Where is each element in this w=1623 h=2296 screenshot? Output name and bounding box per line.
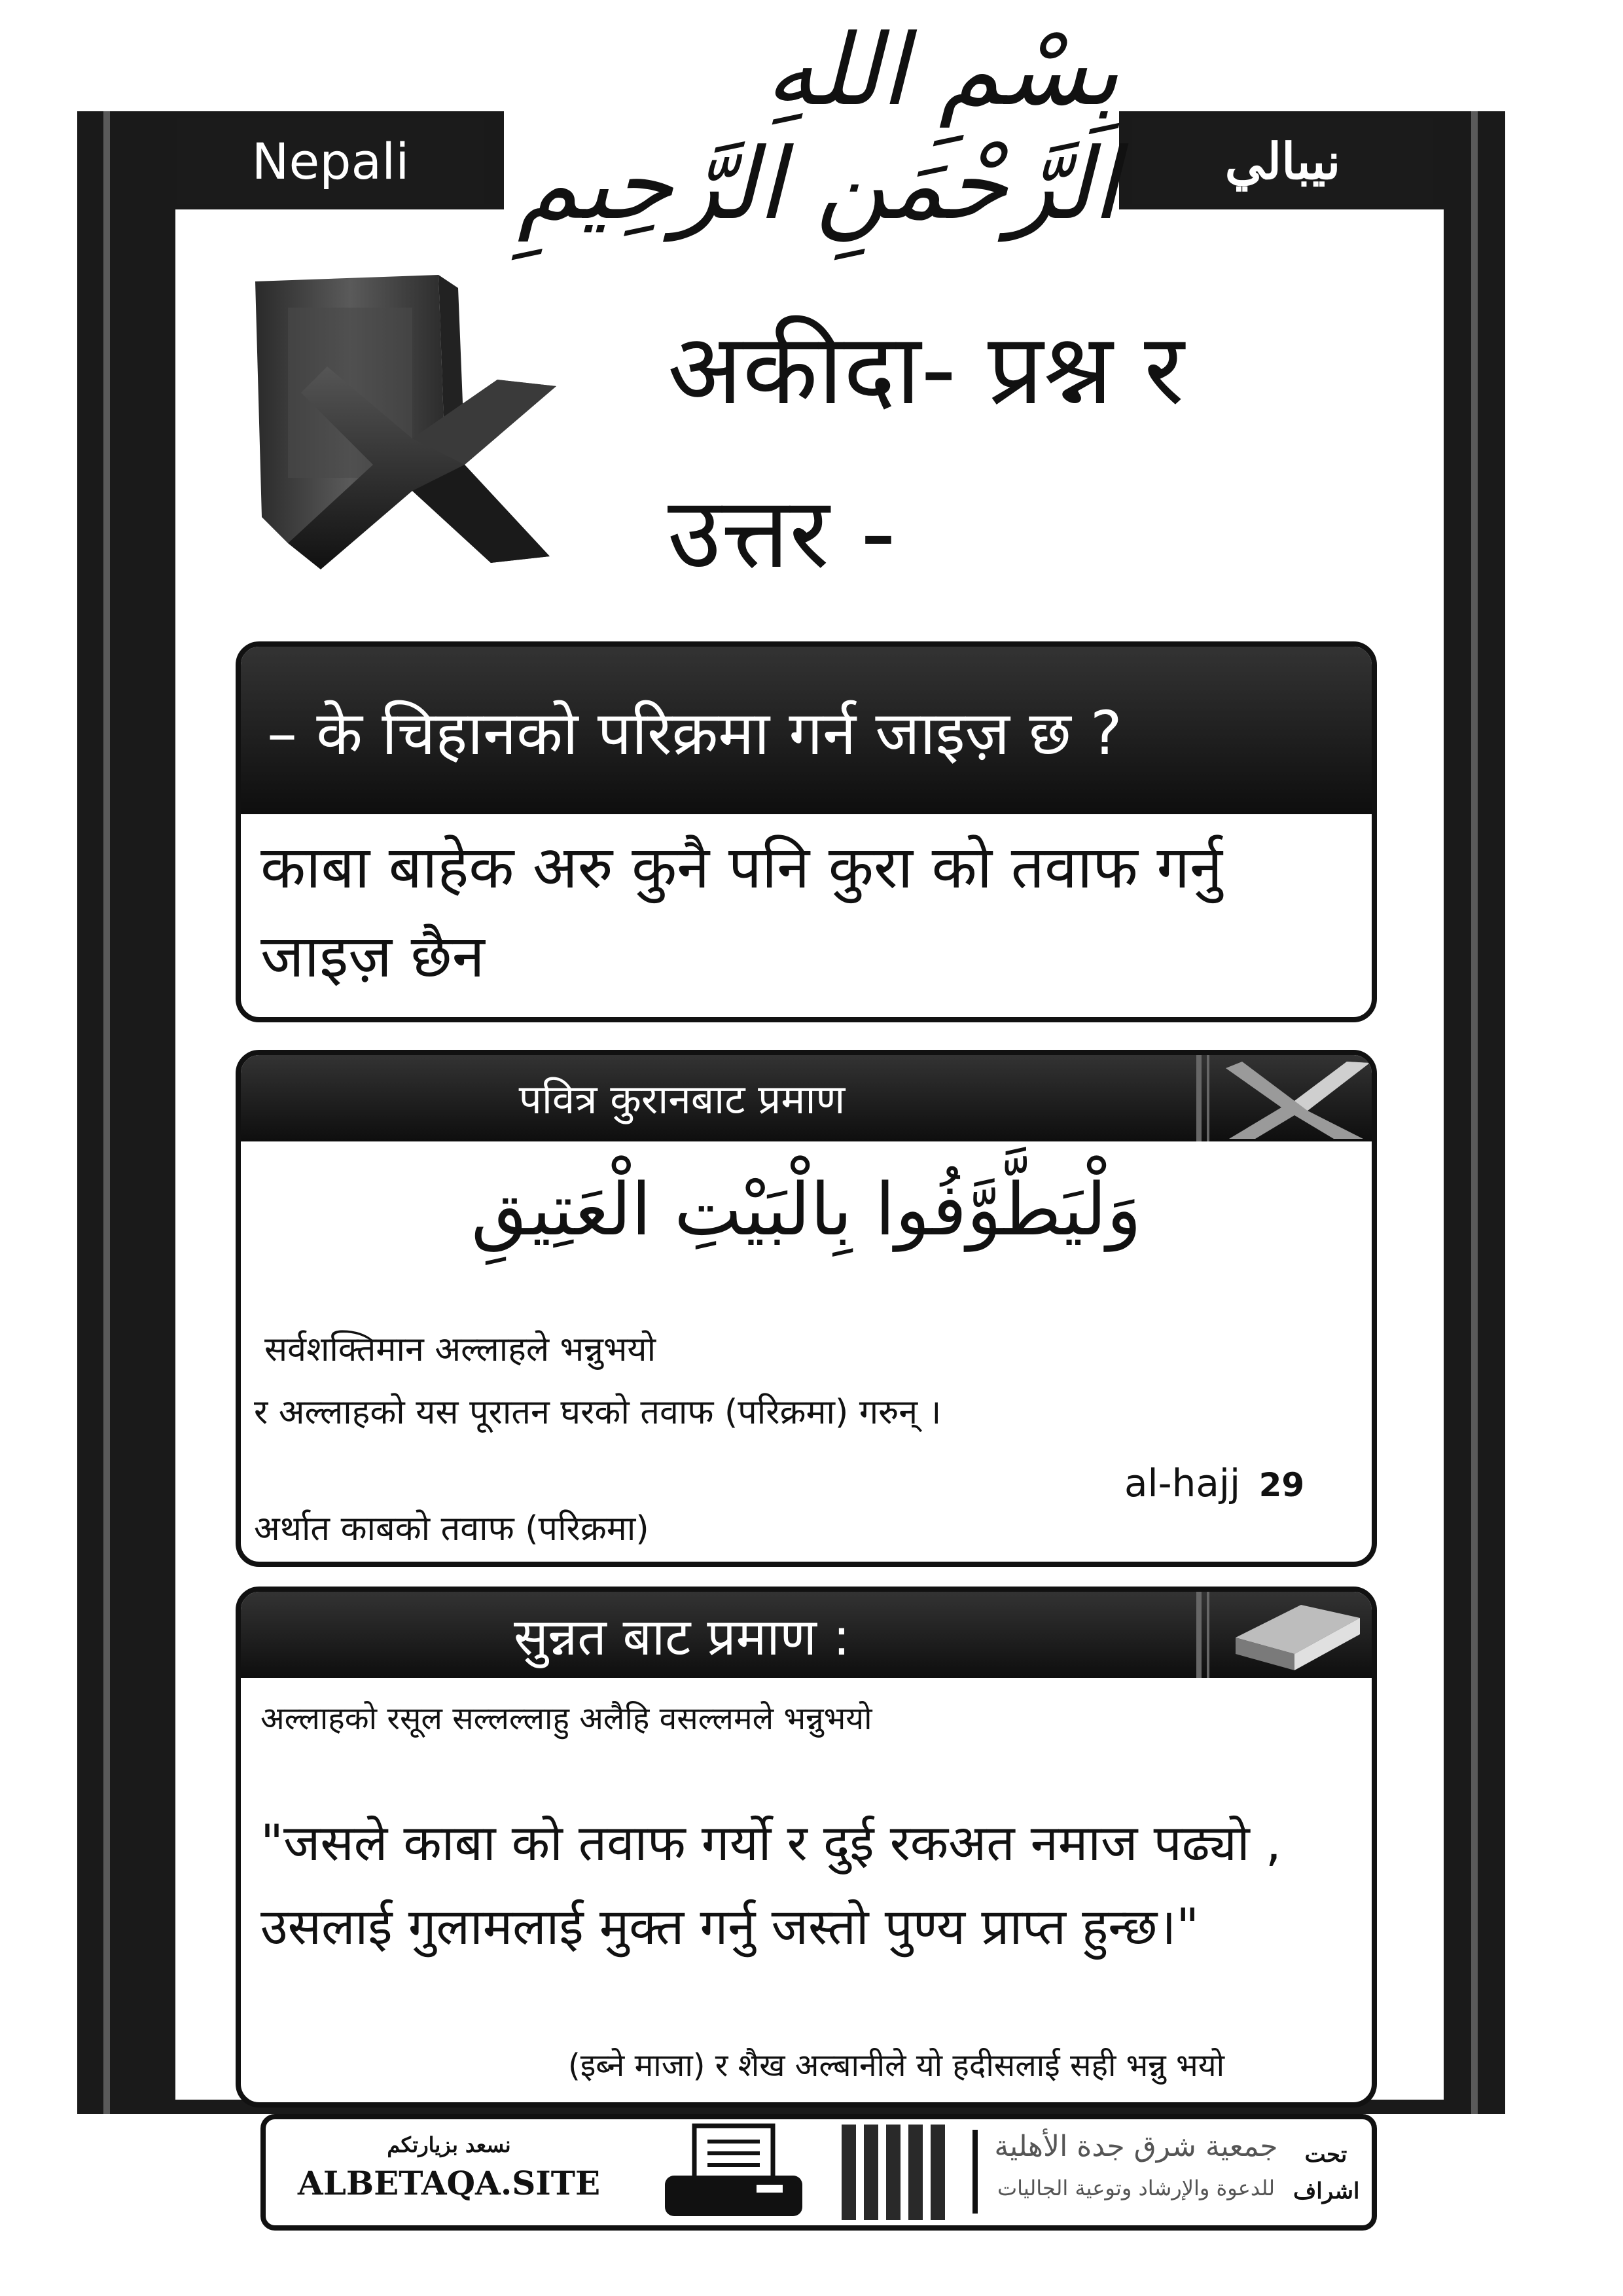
- frame-stripe-left: [103, 111, 110, 2114]
- frame-stripe-right: [1471, 111, 1478, 2114]
- title-line-2: उत्तर -: [668, 476, 897, 590]
- header-divider: [1207, 1055, 1209, 1141]
- quran-reference: [1124, 1461, 1304, 1505]
- book-stand-icon: [249, 268, 576, 583]
- dawah-logo: [842, 2125, 953, 2220]
- quran-intro: सर्वशक्तिमान अल्लाहले भन्नुभयो: [264, 1330, 656, 1369]
- site-link[interactable]: ALBETAQA.SITE: [297, 2164, 601, 2202]
- hadith-line-2: उसलाई गुलामलाई मुक्त गर्नु जस्तो पुण्य प्राप्त हुन्छ।": [260, 1897, 1200, 1956]
- hadith-source: (इब्ने माजा) र शैख अल्बानीले यो हदीसलाई सही भन्नु भयो: [568, 2047, 1225, 2084]
- header-divider: [1196, 1592, 1202, 1678]
- language-label-arabic: نيبالي: [1132, 118, 1433, 204]
- question-panel: [236, 641, 1377, 1022]
- supervision-label: تحت اشراف: [1293, 2142, 1360, 2204]
- header-divider: [1207, 1592, 1209, 1678]
- quran-evidence-panel: [236, 1050, 1377, 1567]
- quran-verse-arabic: وَلْيَطَّوَّفُوا بِالْبَيْتِ الْعَتِيقِ: [471, 1168, 1142, 1251]
- sunnah-section-header: [241, 1592, 1372, 1678]
- bismillah-text: بِسْمِ اللهِ الرَّحْمَنِ الرَّحِيمِ: [517, 14, 1119, 242]
- hadith-line-1: "जसले काबा को तवाफ गर्यो र दुई रकअत नमाज पढ्यो ,: [260, 1814, 1281, 1872]
- sunnah-section-title: सुन्नत बाट प्रमाण :: [514, 1608, 850, 1667]
- quran-translation: र अल्लाहको यस पूरातन घरको तवाफ (परिक्रमा) गरुन् ।: [254, 1393, 942, 1432]
- sunnah-evidence-panel: [236, 1587, 1377, 2108]
- language-label-english: Nepali: [177, 118, 484, 204]
- surah-name: al-hajj: [1124, 1461, 1241, 1505]
- quran-explanation: अर्थात काबको तवाफ (परिक्रमा): [254, 1509, 649, 1549]
- book-stand-icon: [1222, 1055, 1373, 1141]
- footer-bar: [260, 2114, 1377, 2231]
- title-line-1: अकीदा- प्रश्न र: [668, 313, 1185, 427]
- footer-divider: [972, 2130, 978, 2214]
- hadith-intro: अल्लाहको रसूल सल्लल्लाहु अलैहि वसल्लमले भन्नुभयो: [260, 1700, 872, 1737]
- answer-text: [241, 814, 1372, 1001]
- printer-icon: [658, 2123, 809, 2220]
- page-title: [668, 288, 1400, 615]
- answer-line-2: जाइज़ छैन: [260, 922, 485, 991]
- ayah-number: 29: [1258, 1466, 1305, 1504]
- question-heading: – के चिहानको परिक्रमा गर्न जाइज़ छ ?: [241, 647, 1372, 814]
- closed-book-icon: [1222, 1592, 1373, 1678]
- header-divider: [1196, 1055, 1202, 1141]
- bismillah-calligraphy: [504, 14, 1119, 242]
- organization-tagline: للدعوة والإرشاد وتوعية الجاليات: [997, 2176, 1275, 2200]
- organization-name: جمعية شرق جدة الأهلية: [994, 2130, 1278, 2163]
- quran-section-header: [241, 1055, 1372, 1141]
- visit-text: نسعد بزيارتكم: [387, 2132, 511, 2157]
- answer-line-1: काबा बाहेक अरु कुनै पनि कुरा को तवाफ गर्नु: [260, 833, 1222, 902]
- quran-section-title: पवित्र कुरानबाट प्रमाण: [518, 1075, 846, 1123]
- hadith-text: [260, 1801, 1281, 1969]
